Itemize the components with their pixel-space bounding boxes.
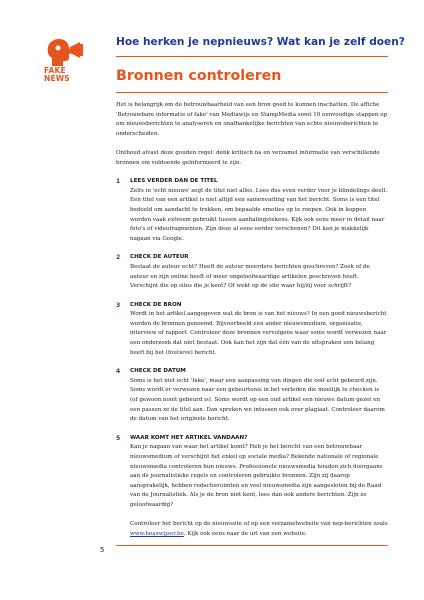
page-number: 5 (100, 546, 105, 554)
step-heading: CHECK DE AUTEUR (130, 254, 189, 261)
step-1 (116, 177, 388, 244)
step-body: Zelfs in 'echt nieuws' zegt de titel niet alles. Lees dus even verder voor je blindelings deelt. Een titel van een artikel is niet altijd een samenvatting van het bericht. Soms is een titel bedoeld om aandacht te trekken, om bepaalde emoties op te roepen. Ook in koppen worden vaak extreem gebruikt tussen aanhalingstekens. Kijk ook eens meer in detail naar foto's of videofragmenten. Zijn deze al eens eerder verschenen? Dit kan je makkelijk nagaan via Google. (130, 187, 388, 242)
step-3 (116, 301, 388, 359)
intro-paragraph-1: Het is belangrijk om de betrouwbaarheid van een bron goed te kunnen inschatten. De affiche 'Betrouwbare informatie of fake' van Mediawijs en StampMedia somt 10 eenvoudige stappen op om nieuwsberichten te analyseren en onafhankelijke berichten van echte nieuwsberichten te onderscheiden. (116, 102, 388, 137)
hoaxwijzer-link[interactable]: www.hoaxwijzer.be (130, 530, 184, 537)
page-header-title: Hoe herken je nepnieuws? Wat kan je zelf doen? (116, 36, 405, 48)
step-4 (116, 367, 388, 425)
step-number: 1 (116, 178, 121, 186)
article-body (116, 101, 388, 539)
step-body: Wordt in het artikel aangegeven wat de bron is van het nieuws? In een goed nieuwsbericht worden de bronnen genoemd. Bijvoorbeeld een ander nieuwsmedium, organisatie, interview of rapport. Controleer deze bronnen vervolgens waar soms wordt verwezen naar een onderzoek dat niet bestaat. Ook kan het zijn dat één van de uitspraken een belang heeft bij het (foutieve) bericht. (130, 311, 387, 356)
section-divider (116, 92, 388, 93)
step-heading: WAAR KOMT HET ARTIKEL VANDAAN? (130, 434, 248, 441)
closing-text: Controleer het bericht op de nieuwssite of op een verzamelwebsite van nep-berichten zoals (130, 521, 388, 528)
logo-text (44, 67, 88, 82)
step-2 (116, 253, 388, 291)
step-heading: LEES VERDER DAN DE TITEL (130, 178, 218, 185)
footer-divider (116, 545, 388, 546)
logo-line-2: NEWS (44, 73, 70, 83)
step-body: Soms is het niet echt 'fake', maar een aanpassing van dingen die ooit echt gebeurd zijn. Soms wordt er verwezen naar een gebeurtenis in het verleden die moeilijk te checken is (of gewoon nooit gebeurd is). Soms wordt op een oud artikel een nieuwe datum gezet en een passen ze de titel aan. Dan spreken we intussen ook over plagiaat. Controleer daarom de datum van het originele bericht. (130, 377, 385, 423)
fake-news-logo (44, 38, 88, 86)
step-body: Kan je nagaan van waar het artikel komt? Heb je het bericht van een betrouwbaar nieuwsmedium of verschijnt het enkel op sociale media? Bekende nationale of regionale nieuwsmedia controleren hun nieuws. Professionele nieuwsmedia houden zich doorgaans aan de journalistieke regels en controleren gebruikte bronnen. Zijn zij daarop aansprakelijk, hebben redactieruimten en veel nieuwsmedia zijn aangesloten bij de Raad van de Journalistiek. Als je de bron niet kent, lees dan ook andere berichten. Zijn ze geloofwaardig? (130, 444, 383, 508)
intro-paragraph-2: Onthoud alvast deze gouden regel: denk kritisch na en verzamel informatie van verschillende bronnen om voldoende geïnformeerd te zijn. (116, 149, 380, 166)
step-heading: CHECK DE BRON (130, 301, 182, 308)
logo-line-1: FAKE (44, 66, 66, 75)
megaphone-head-icon (46, 38, 86, 68)
step-body: Bestaat de auteur echt? Heeft de auteur meerdere berichten geschreven? Zoek of de auteur en zijn online heeft of meer ongeloofwaardige artikelen geschreven heeft. Verschijnt die op sites die je kent? Of wekt op de site waar hij/zij voor schrijft? (130, 263, 370, 290)
step-number: 4 (116, 368, 121, 376)
step-number: 2 (116, 254, 121, 262)
section-title: Bronnen controleren (116, 68, 282, 84)
step-heading: CHECK DE DATUM (130, 368, 186, 375)
step-5 (116, 434, 388, 540)
header-divider (116, 56, 388, 57)
closing-text-2: Kijk ook eens naar de url van een website. (187, 530, 307, 537)
closing-paragraph: Controleer het bericht op de nieuwssite of op een verzamelwebsite van nep-berichten zoals www.hoaxwijzer.be. Kijk ook eens naar de url van een website. (130, 521, 388, 537)
step-number: 5 (116, 434, 121, 442)
step-number: 3 (116, 301, 121, 309)
